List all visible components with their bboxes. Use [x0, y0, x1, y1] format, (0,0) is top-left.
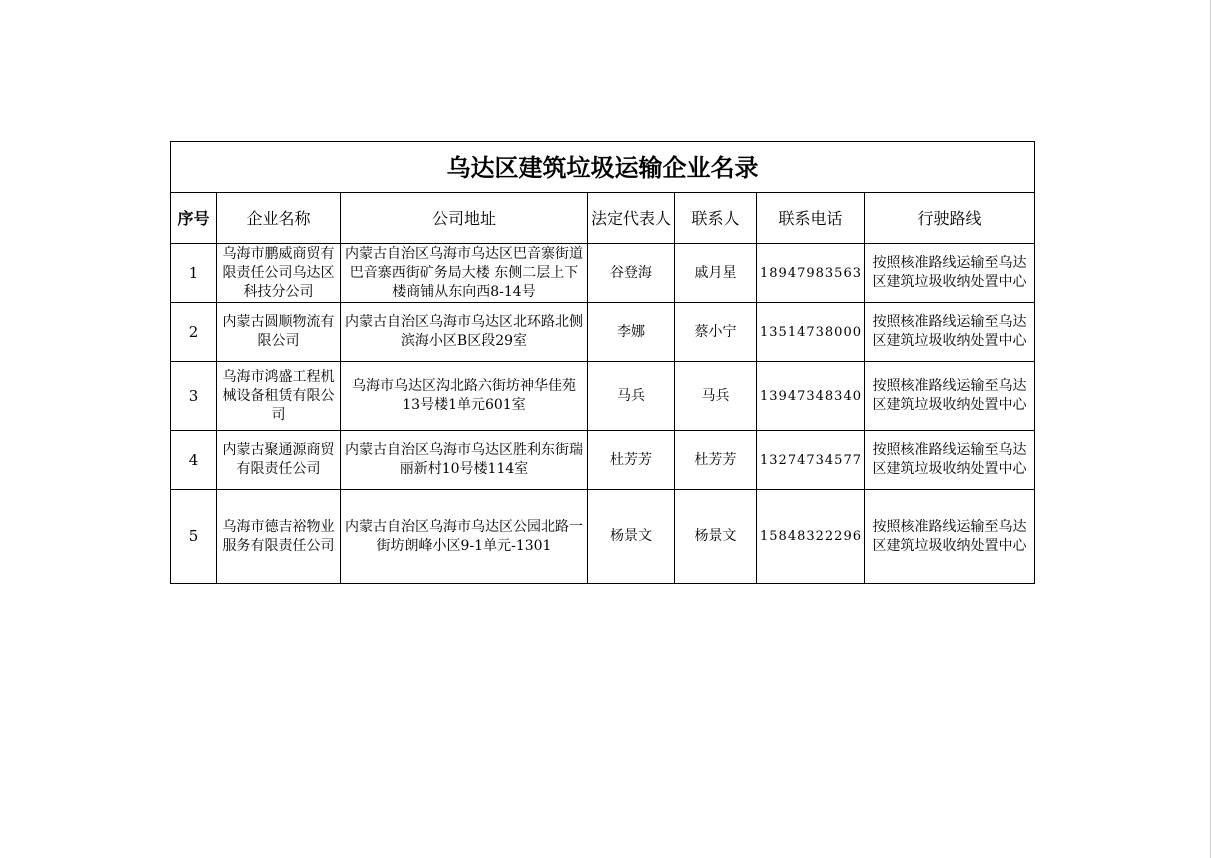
table-row [171, 244, 1035, 303]
column-header-contact: 联系人 [675, 193, 757, 244]
column-header-phone: 联系电话 [757, 193, 865, 244]
column-header-legal-rep: 法定代表人 [588, 193, 675, 244]
cell-address: 内蒙古自治区乌海市乌达区巴音寨街道巴音寨西街矿务局大楼 东侧二层上下楼商铺从东向西8-14号 [341, 244, 588, 303]
table-row [171, 490, 1035, 584]
cell-address: 内蒙古自治区乌海市乌达区公园北路一街坊朗峰小区9-1单元-1301 [341, 490, 588, 584]
cell-address: 乌海市乌达区沟北路六街坊神华佳苑13号楼1单元601室 [341, 362, 588, 431]
cell-route: 按照核准路线运输至乌达区建筑垃圾收纳处置中心 [865, 362, 1035, 431]
cell-phone: 13947348340 [757, 362, 865, 431]
cell-contact: 杨景文 [675, 490, 757, 584]
cell-legal-rep: 李娜 [588, 303, 675, 362]
cell-route: 按照核准路线运输至乌达区建筑垃圾收纳处置中心 [865, 490, 1035, 584]
cell-contact: 马兵 [675, 362, 757, 431]
table-row [171, 303, 1035, 362]
cell-contact: 戚月星 [675, 244, 757, 303]
cell-company: 内蒙古聚通源商贸有限责任公司 [217, 431, 341, 490]
cell-seq: 4 [171, 431, 217, 490]
cell-company: 内蒙古圆顺物流有限公司 [217, 303, 341, 362]
cell-route: 按照核准路线运输至乌达区建筑垃圾收纳处置中心 [865, 303, 1035, 362]
cell-seq: 5 [171, 490, 217, 584]
cell-phone: 13274734577 [757, 431, 865, 490]
cell-legal-rep: 杨景文 [588, 490, 675, 584]
cell-address: 内蒙古自治区乌海市乌达区胜利东街瑞丽新村10号楼114室 [341, 431, 588, 490]
cell-seq: 2 [171, 303, 217, 362]
cell-company: 乌海市鹏威商贸有限责任公司乌达区科技分公司 [217, 244, 341, 303]
table-row [171, 362, 1035, 431]
company-directory-table [170, 141, 1035, 584]
header-row [171, 193, 1035, 244]
column-header-seq: 序号 [171, 193, 217, 244]
table-title: 乌达区建筑垃圾运输企业名录 [171, 142, 1035, 193]
table-row [171, 431, 1035, 490]
cell-seq: 1 [171, 244, 217, 303]
cell-company: 乌海市德吉裕物业服务有限责任公司 [217, 490, 341, 584]
column-header-company: 企业名称 [217, 193, 341, 244]
cell-phone: 18947983563 [757, 244, 865, 303]
cell-seq: 3 [171, 362, 217, 431]
cell-legal-rep: 谷登海 [588, 244, 675, 303]
cell-legal-rep: 马兵 [588, 362, 675, 431]
cell-company: 乌海市鸿盛工程机械设备租赁有限公司 [217, 362, 341, 431]
cell-phone: 13514738000 [757, 303, 865, 362]
column-header-route: 行驶路线 [865, 193, 1035, 244]
cell-legal-rep: 杜芳芳 [588, 431, 675, 490]
cell-address: 内蒙古自治区乌海市乌达区北环路北侧滨海小区B区段29室 [341, 303, 588, 362]
cell-route: 按照核准路线运输至乌达区建筑垃圾收纳处置中心 [865, 244, 1035, 303]
cell-contact: 杜芳芳 [675, 431, 757, 490]
column-header-address: 公司地址 [341, 193, 588, 244]
cell-route: 按照核准路线运输至乌达区建筑垃圾收纳处置中心 [865, 431, 1035, 490]
cell-phone: 15848322296 [757, 490, 865, 584]
cell-contact: 蔡小宁 [675, 303, 757, 362]
